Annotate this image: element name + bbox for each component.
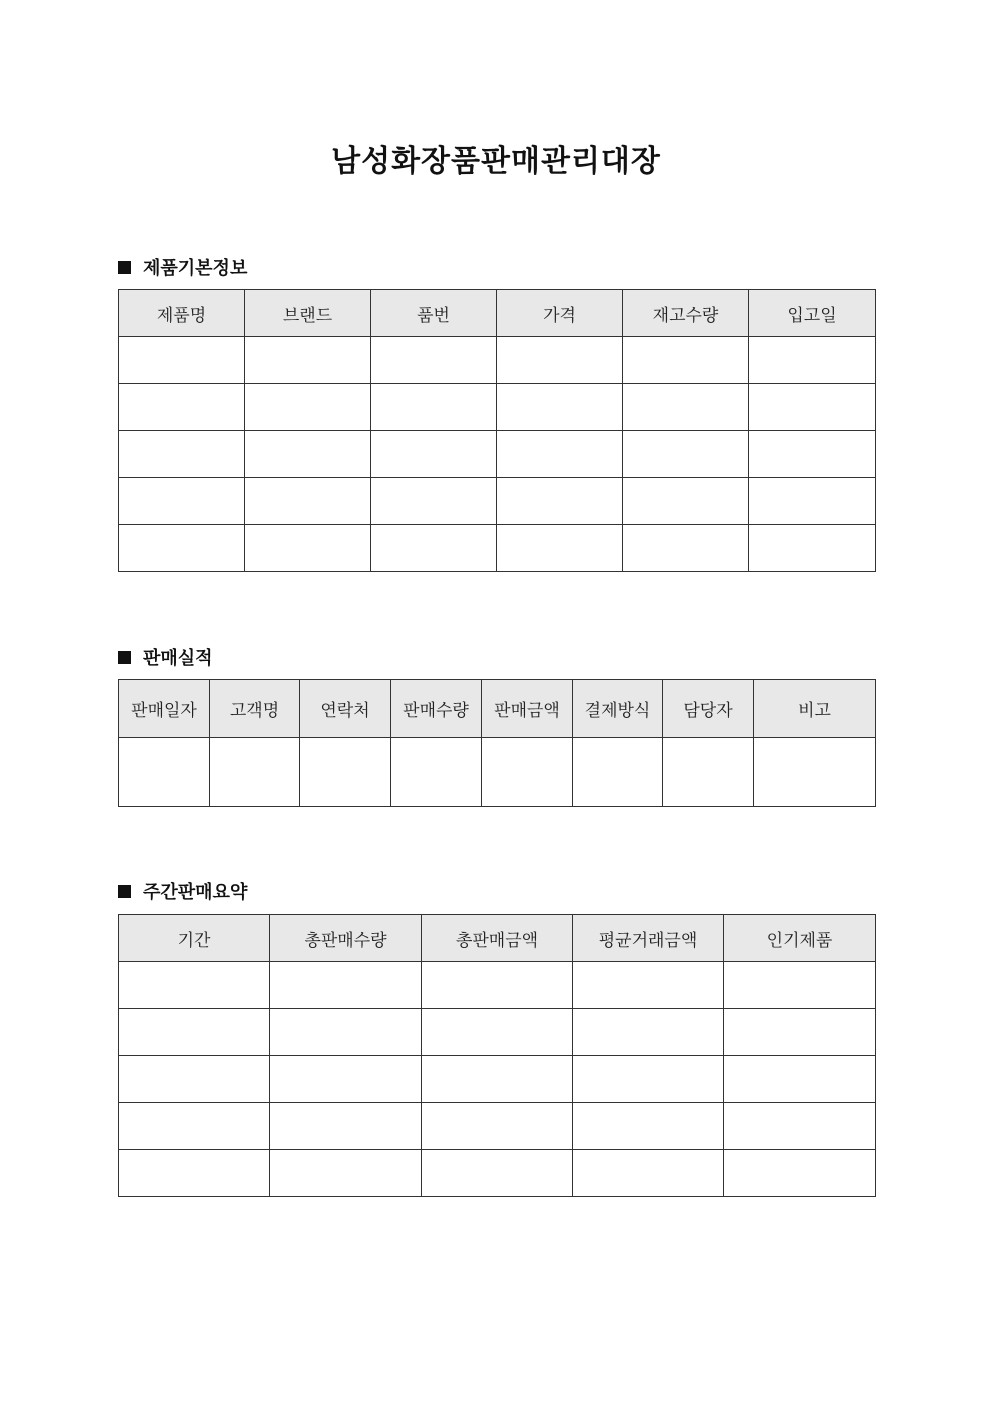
column-header-payment-method: 결제방식 [573, 680, 663, 738]
table-cell[interactable] [270, 1150, 422, 1197]
square-bullet-icon [118, 651, 131, 664]
table-cell[interactable] [663, 738, 754, 807]
table-row [119, 431, 876, 478]
column-header-total-amount: 총판매금액 [422, 915, 573, 962]
table-cell[interactable] [371, 478, 497, 525]
table-cell[interactable] [422, 1056, 573, 1103]
column-header-price: 가격 [497, 290, 623, 337]
column-header-stock-quantity: 재고수량 [623, 290, 749, 337]
table-cell[interactable] [482, 738, 573, 807]
column-header-product-code: 품번 [371, 290, 497, 337]
column-header-staff: 담당자 [663, 680, 754, 738]
product-info-table [118, 289, 876, 572]
section-heading-label: 주간판매요약 [143, 882, 248, 903]
column-header-brand: 브랜드 [245, 290, 371, 337]
table-cell[interactable] [724, 962, 876, 1009]
page-title: 남성화장품판매관리대장 [331, 144, 661, 179]
table-cell[interactable] [119, 1056, 270, 1103]
table-cell[interactable] [245, 431, 371, 478]
table-cell[interactable] [573, 1009, 724, 1056]
sales-record-table [118, 679, 876, 807]
section-heading-weekly-summary [118, 878, 247, 904]
column-header-average-amount: 평균거래금액 [573, 915, 724, 962]
section-heading-product-info [118, 254, 247, 280]
column-header-popular-product: 인기제품 [724, 915, 876, 962]
table-cell[interactable] [119, 962, 270, 1009]
table-cell[interactable] [119, 1150, 270, 1197]
table-cell[interactable] [371, 431, 497, 478]
table-row [119, 525, 876, 572]
table-row [119, 1150, 876, 1197]
table-cell[interactable] [724, 1009, 876, 1056]
table-cell[interactable] [724, 1056, 876, 1103]
table-cell[interactable] [497, 337, 623, 384]
table-cell[interactable] [371, 525, 497, 572]
table-row [119, 337, 876, 384]
table-cell[interactable] [270, 1009, 422, 1056]
table-cell[interactable] [724, 1150, 876, 1197]
table-cell[interactable] [623, 384, 749, 431]
table-cell[interactable] [300, 738, 391, 807]
table-cell[interactable] [245, 337, 371, 384]
table-cell[interactable] [573, 1056, 724, 1103]
table-cell[interactable] [749, 384, 876, 431]
table-cell[interactable] [270, 1056, 422, 1103]
weekly-summary-table [118, 914, 876, 1197]
table-cell[interactable] [119, 525, 245, 572]
table-row [119, 962, 876, 1009]
column-header-sale-amount: 판매금액 [482, 680, 573, 738]
table-cell[interactable] [119, 1103, 270, 1150]
table-row [119, 1103, 876, 1150]
table-cell[interactable] [371, 384, 497, 431]
table-header-row [119, 290, 876, 337]
table-row [119, 1009, 876, 1056]
column-header-total-quantity: 총판매수량 [270, 915, 422, 962]
table-cell[interactable] [245, 478, 371, 525]
table-cell[interactable] [754, 738, 876, 807]
table-header-row [119, 915, 876, 962]
table-cell[interactable] [623, 478, 749, 525]
table-cell[interactable] [623, 431, 749, 478]
table-row [119, 384, 876, 431]
table-cell[interactable] [573, 1103, 724, 1150]
table-cell[interactable] [573, 962, 724, 1009]
table-cell[interactable] [573, 1150, 724, 1197]
table-cell[interactable] [749, 337, 876, 384]
table-cell[interactable] [724, 1103, 876, 1150]
column-header-product-name: 제품명 [119, 290, 245, 337]
column-header-remarks: 비고 [754, 680, 876, 738]
section-heading-label: 판매실적 [143, 648, 213, 669]
column-header-customer-name: 고객명 [210, 680, 300, 738]
table-cell[interactable] [749, 431, 876, 478]
table-cell[interactable] [497, 525, 623, 572]
table-cell[interactable] [245, 384, 371, 431]
column-header-period: 기간 [119, 915, 270, 962]
square-bullet-icon [118, 261, 131, 274]
table-cell[interactable] [573, 738, 663, 807]
table-cell[interactable] [210, 738, 300, 807]
table-header-row [119, 680, 876, 738]
table-cell[interactable] [270, 1103, 422, 1150]
table-row [119, 1056, 876, 1103]
table-cell[interactable] [119, 738, 210, 807]
table-cell[interactable] [749, 478, 876, 525]
table-cell[interactable] [422, 962, 573, 1009]
table-cell[interactable] [422, 1150, 573, 1197]
table-row [119, 738, 876, 807]
table-cell[interactable] [119, 384, 245, 431]
table-cell[interactable] [422, 1103, 573, 1150]
square-bullet-icon [118, 885, 131, 898]
table-cell[interactable] [497, 431, 623, 478]
column-header-sale-quantity: 판매수량 [391, 680, 482, 738]
table-cell[interactable] [119, 478, 245, 525]
table-row [119, 478, 876, 525]
table-cell[interactable] [119, 337, 245, 384]
table-cell[interactable] [623, 337, 749, 384]
table-cell[interactable] [391, 738, 482, 807]
table-cell[interactable] [245, 525, 371, 572]
table-cell[interactable] [497, 384, 623, 431]
column-header-contact: 연락처 [300, 680, 391, 738]
section-heading-label: 제품기본정보 [143, 258, 248, 279]
table-cell[interactable] [270, 962, 422, 1009]
table-cell[interactable] [422, 1009, 573, 1056]
column-header-received-date: 입고일 [749, 290, 876, 337]
table-cell[interactable] [119, 431, 245, 478]
table-cell[interactable] [119, 1009, 270, 1056]
column-header-sale-date: 판매일자 [119, 680, 210, 738]
table-cell[interactable] [749, 525, 876, 572]
table-cell[interactable] [623, 525, 749, 572]
table-cell[interactable] [497, 478, 623, 525]
section-heading-sales-record [118, 644, 213, 670]
table-cell[interactable] [371, 337, 497, 384]
